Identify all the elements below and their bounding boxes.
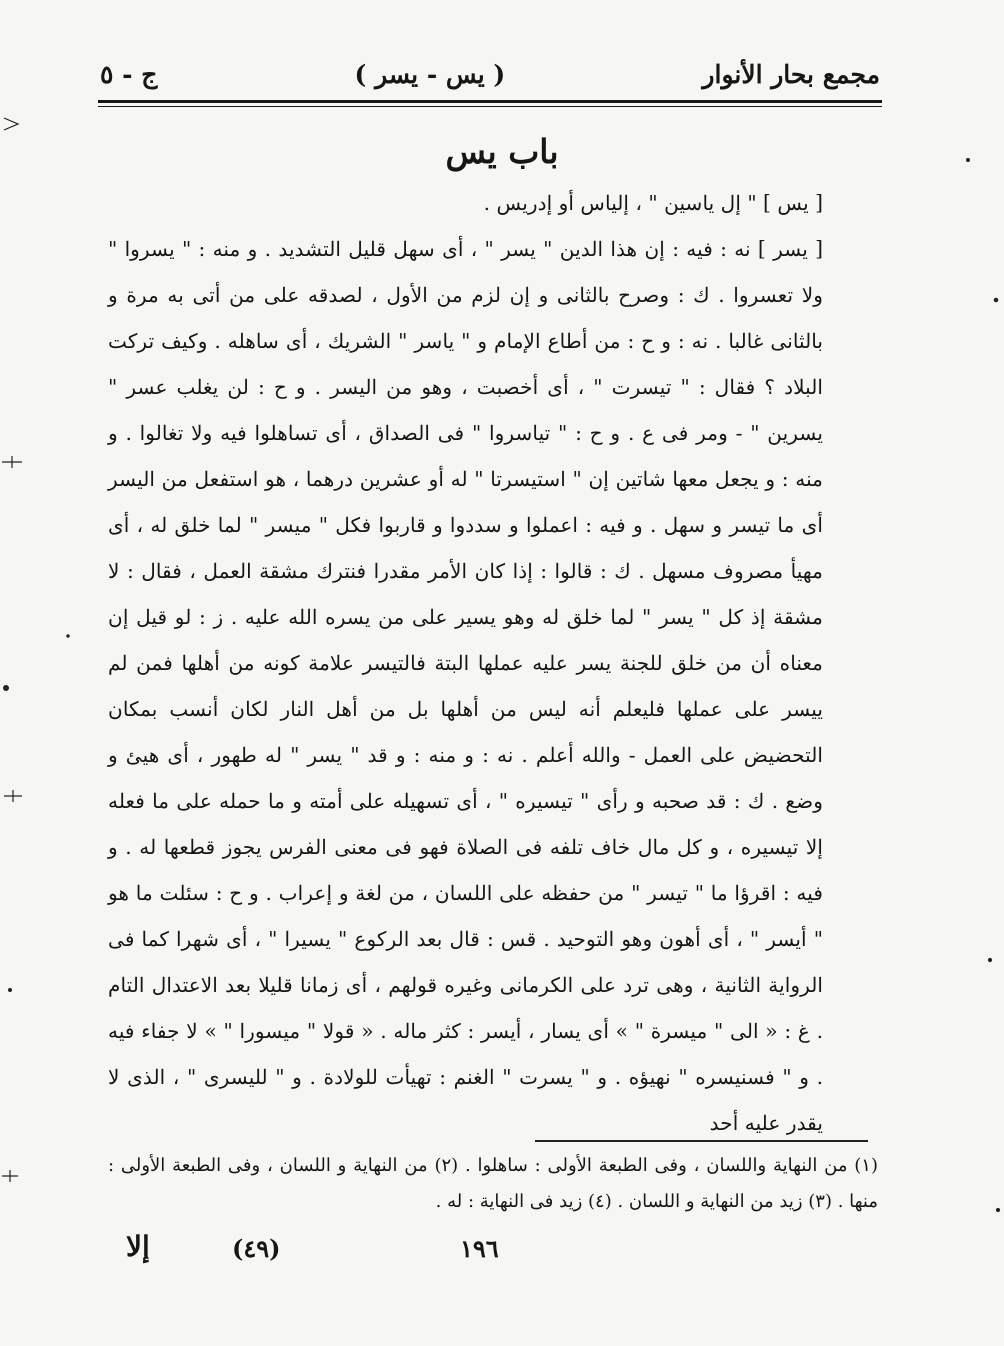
entry-paragraph: [ يس ] " إل ياسين " ، إلياس أو إدريس . [483, 191, 823, 215]
page-footer [0, 1226, 1004, 1274]
book-title: مجمع بحار الأنوار [702, 59, 880, 89]
footnotes [108, 1148, 878, 1220]
section-range: ( يس - يسر ) [354, 59, 506, 89]
catchword: إلا [126, 1230, 150, 1263]
footnote-text: (١) من النهاية واللسان ، وفى الطبعة الأولى : ساهلوا . (٢) من النهاية و اللسان ، وفى الطبعة الأولى : منها . (٣) زيد من النهاية و اللسان . (٤) زيد فى النهاية : له . [108, 1155, 878, 1212]
header-rule-thick [98, 100, 882, 103]
footnote-rule [535, 1140, 868, 1142]
running-header [100, 52, 880, 96]
page-number: ١٩٦ [460, 1234, 499, 1263]
main-text [108, 180, 878, 1146]
entry-paragraph: [ يسر ] نه : فيه : إن هذا الدين " يسر " ، أى سهل قليل التشديد . و منه : " يسروا " ولا تعسروا . ك : وصرح بالثانى و إن لزم من الأول ، لصدقه على من أتى به مرة و بالثانى غالبا . نه : و ح : من أطاع الإمام و " ياسر " الشريك ، أى ساهله . وكيف تركت البلاد ؟ فقال : " تيسرت " ، أى أخصبت ، وهو من اليسر . و ح : لن يغلب عسر " يسرين " - ومر فى ع . و ح : " تياسروا " فى الصداق ، أى تساهلوا فيه ولا تغالوا . و منه : و يجعل معها شاتين إن " استيسرتا " له أو عشرين درهما ، هو استفعل من اليسر أى ما تيسر و سهل . و فيه : اعملوا و سددوا و قاربوا فكل " ميسر " لما خلق له ، أى مهيأ مصروف مسهل . ك : قالوا : إذا كان الأمر مقدرا فنترك مشقة العمل ، فقال : لا مشقة إذ كل " يسر " لما خلق له وهو يسير على من يسره الله عليه . ز : لو قيل إن معناه أن من خلق للجنة يسر عليه عملها البتة فالتيسر علامة كونه من أهلها فمن لم ييسر على عملها فليعلم أنه ليس من أهلها بل من أهل النار لكان أنسب بمكان التحضيض على العمل - والله أعلم . نه : و منه : و قد " يسر " له طهور ، أى هيئ و وضع . ك : قد صحبه و رأى " تيسيره " ، أى تسهيله على أمته و ما حمله على ما فعله إلا تيسيره ، و كل مال خاف تلفه فى الصلاة فهو فى معنى الفرس يجوز قطعها له . و فيه : اقرؤا ما " تيسر " من حفظه على اللسان ، من لغة و إعراب . و ح : سئلت ما هو " أيسر " ، أى أهون وهو التوحيد . قس : قال بعد الركوع " يسيرا " ، أى شهرا كما فى الرواية الثانية ، وهى ترد على الكرمانى وغيره قولهم ، أى زمانا قليلا بعد الاعتدال التام . غ : « الى " ميسرة " » أى يسار ، أيسر : كثر ماله . « قولا " ميسورا " » لا جفاء فيه . و " فسنيسره " نهيؤه . و " يسرت " الغنم : تهيأت للولادة . و " لليسرى " ، الذى لا يقدر عليه أحد [108, 237, 823, 1135]
header-rule-thin [98, 106, 882, 107]
volume-label: ج - ٥ [100, 59, 158, 89]
chapter-title: باب يس [445, 132, 559, 171]
signature-mark: (٤٩) [232, 1234, 281, 1263]
